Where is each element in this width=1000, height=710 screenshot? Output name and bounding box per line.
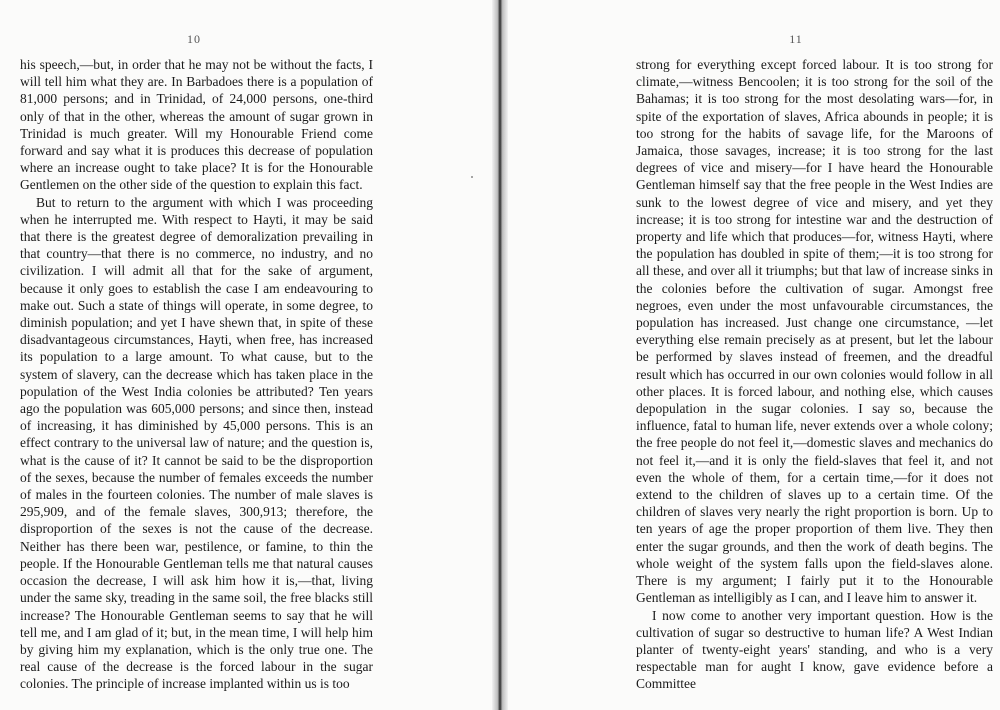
paragraph: I now come to another very important question. How is the cultivation of sugar so destructive to human life? A West Indian planter of twenty-eight years' standing, and who is a very respectable man for aught I know, gave evidence before a Committee (636, 607, 993, 692)
paper-speck (471, 176, 473, 178)
page-number: 10 (187, 32, 201, 46)
right-page (508, 0, 1000, 710)
paragraph: his speech,—but, in order that he may not be without the facts, I will tell him what they are. In Barbadoes there is a population of 81,000 persons; and in Trinidad, of 24,000 persons, one-third only of that in the other, whereas the amount of sugar grown in Trinidad is much greater. Will my Honourable Friend come forward and say what it is produces this decrease of population where an increase ought to take place? It is for the Honourable Gentlemen on the other side of the question to explain this fact. (20, 57, 373, 193)
body-text (20, 56, 373, 693)
paragraph: strong for everything except forced labour. It is too strong for climate,—witness Bencoolen; it is too strong for the soil of the Bahamas; it is too strong for the most desolating wars—for, in spite of the exportation of slaves, Africa abounds in people; it is too strong for the habits of savage life, for the Maroons of Jamaica, those savages, increase; it is too strong for the last degrees of vice and misery—for I have heard the Honourable Gentleman himself say that the free people in the West Indies are sunk to the lowest degree of vice and misery, and yet they increase; it is too strong for intestine war and the destruction of property and life which that produces—for, witness Hayti, where the population has doubled in spite of them;—it is too strong for all these, and over all it triumphs; but that law of increase sinks in the colonies before the cultivation of sugar. Amongst free negroes, even under the most unfavourable circumstances, the population has increased. Just change one circumstance, —let everything else remain precisely as at present, but let the labour be performed by slaves instead of freemen, and the dreadful result which has occurred in our own colonies would follow in all other places. It is forced labour, and nothing else, which causes depopulation in the sugar colonies. I say so, because the influence, fatal to human life, never extends over a whole colony; the free people do not feel it,—domestic slaves and mechanics do not feel it,—and it is only the field-slaves that feel it, and not even the whole of them, for a certain time,—for it does not extend to the children of slaves up to a certain time. Of the children of slaves very nearly the right proportion is born. Up to ten years of age the proper proportion of them live. They then enter the sugar grounds, and then the work of death begins. The whole weight of the system falls upon the field-slaves alone. There is my argument; I fairly put it to the Honourable Gentleman as intelligibly as I can, and I leave him to answer it. (636, 57, 993, 606)
book-gutter (492, 0, 508, 710)
paragraph: But to return to the argument with which I was proceeding when he interrupted me. With respect to Hayti, it may be said that there is the greatest degree of demoralization prevailing in that country—that there is no commerce, no industry, and no civilization. I will admit all that for the sake of argument, because it only goes to establish the case I am endeavouring to make out. Such a state of things will operate, in some degree, to diminish population; and yet I have shewn that, in spite of these disadvantageous circumstances, Hayti, when free, has increased its population to a large amount. To what cause, but to the system of slavery, can the decrease which has taken place in the population of the West India colonies be attributed? Ten years ago the population was 605,000 persons; and since then, instead of increasing, it has diminished by 45,000 persons. This is an effect contrary to the universal law of nature; and the question is, what is the cause of it? It cannot be said to be the disproportion of the sexes, because the number of females exceeds the number of males in the fourteen colonies. The number of male slaves is 295,909, and of the female slaves, 300,913; therefore, the disproportion of the sexes is not the cause of the decrease. Neither has there been war, pestilence, or famine, to thin the people. If the Honourable Gentleman tells me that natural causes occasion the decrease, I will ask him how it is,—that, living under the same sky, treading in the same soil, the free blacks still increase? The Honourable Gentleman seems to say that he will tell me, and I am glad of it; but, in the mean time, I will help him by giving him my explanation, which is the only true one. The real cause of the decrease is the forced labour in the sugar colonies. The principle of increase implanted within us is too (20, 194, 373, 692)
body-text (636, 56, 993, 693)
page-number: 11 (789, 32, 803, 46)
left-page (0, 0, 492, 710)
